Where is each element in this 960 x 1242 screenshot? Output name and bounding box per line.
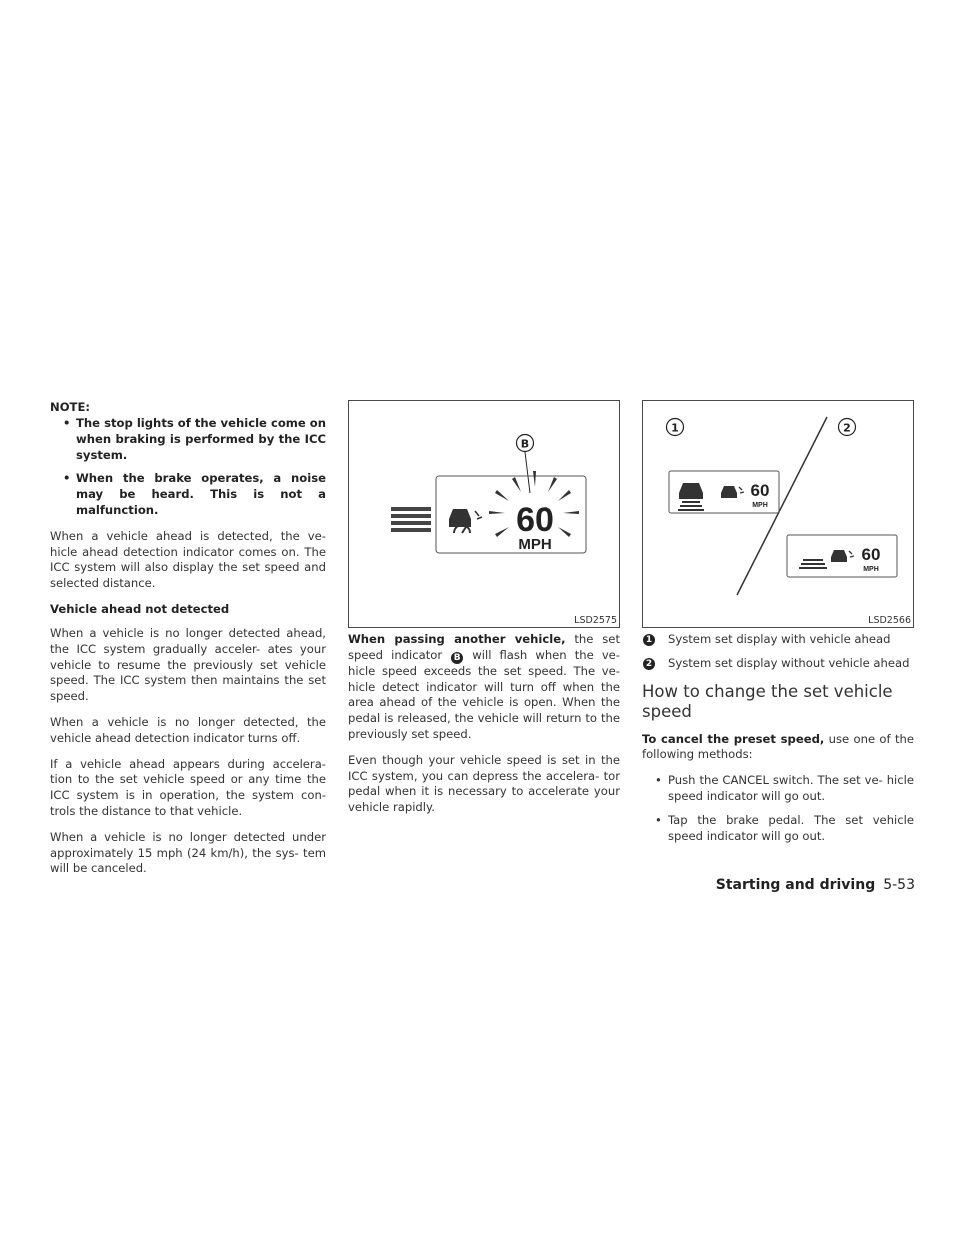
note-item: • When the brake operates, a noise may be heard. This is not a malfunction.	[63, 471, 326, 517]
paragraph: Even though your vehicle speed is set in the ICC system, you can depress the accelera- tor pedal when it is necessary to accelerate your vehicle rapidly.	[348, 752, 620, 815]
note-heading: NOTE:	[50, 400, 91, 414]
bullet-icon: •	[63, 471, 71, 486]
callout-2-marker: 2	[643, 658, 655, 670]
paragraph: When a vehicle ahead is detected, the ve- hicle ahead detection indicator comes on. The ICC system will also display the set speed and selected distance.	[50, 528, 326, 591]
callout-2-label: 2	[843, 421, 851, 435]
legend-item: 2 System set display without vehicle ahead	[642, 656, 914, 672]
paragraph: When a vehicle is no longer detected under approximately 15 mph (24 km/h), the sys- tem will be canceled.	[50, 829, 326, 876]
lead-vehicle-icon	[678, 483, 704, 511]
callout-b-label: B	[520, 437, 530, 451]
speed-unit-label-1: MPH	[752, 502, 768, 509]
legend-item: 1 System set display with vehicle ahead	[642, 632, 914, 648]
figure-set-displays	[642, 400, 914, 628]
icc-vehicle-icon	[831, 550, 854, 562]
note-list	[50, 416, 326, 519]
paragraph: When passing another vehicle, the set speed indicator B will flash when the ve- hicle speed exceeds the set speed. The ve- hicle detect indicator will turn off when the area ahead of the vehicle is open. When the pedal is released, the vehicle will return to the previously set speed.	[348, 632, 620, 741]
paragraph: If a vehicle ahead appears during accelera- tion to the set vehicle speed or any time the ICC system is in operation, the system con- trols the distance to that vehicle.	[50, 756, 326, 818]
speed-indicator-illustration	[349, 401, 619, 625]
page-footer	[716, 877, 915, 893]
speed-unit-label: MPH	[518, 536, 552, 553]
set-speed-value-2: 60	[861, 545, 881, 564]
callout-1-label: 1	[671, 421, 679, 435]
page-number: 5-53	[883, 877, 915, 893]
icc-vehicle-icon	[721, 486, 744, 498]
column-left	[50, 400, 326, 887]
figure-code: LSD2566	[868, 615, 911, 626]
list-item: • Tap the brake pedal. The set vehicle speed indicator will go out.	[655, 812, 914, 843]
distance-bars-icon	[799, 559, 827, 569]
bullet-icon: •	[655, 773, 662, 788]
speed-unit-label-2: MPH	[863, 566, 879, 573]
set-speed-value-1: 60	[750, 481, 770, 500]
icc-vehicle-icon	[449, 509, 482, 533]
figure-flashing-speed	[348, 400, 620, 628]
distance-bars-icon	[391, 507, 431, 532]
list-item: • Push the CANCEL switch. The set ve- hicle speed indicator will go out.	[655, 773, 914, 803]
paragraph: When a vehicle is no longer detected ahead, the ICC system gradually acceler- ates your vehicle to resume the previously set vehicle speed. The ICC system then maintains the set speed.	[50, 625, 326, 704]
callout-1-marker: 1	[643, 634, 655, 646]
bullet-icon: •	[655, 812, 662, 827]
column-right	[642, 400, 914, 854]
callout-leader-line	[525, 452, 530, 493]
set-display-illustration	[643, 401, 913, 625]
figure-code: LSD2575	[574, 615, 617, 626]
method-list	[642, 773, 914, 844]
column-middle	[348, 400, 620, 826]
paragraph: When a vehicle is no longer detected, the vehicle ahead detection indicator turns off.	[50, 714, 326, 745]
subheading: Vehicle ahead not detected	[50, 601, 230, 616]
section-heading: How to change the set vehicle speed	[642, 681, 893, 721]
paragraph: To cancel the preset speed, use one of the following methods:	[642, 731, 914, 762]
set-speed-value: 60	[516, 501, 554, 539]
callout-b-marker: B	[451, 652, 463, 664]
bullet-icon: •	[63, 416, 71, 430]
section-name: Starting and driving	[715, 877, 876, 893]
note-item: • The stop lights of the vehicle come on when braking is performed by the ICC system.	[63, 416, 326, 462]
